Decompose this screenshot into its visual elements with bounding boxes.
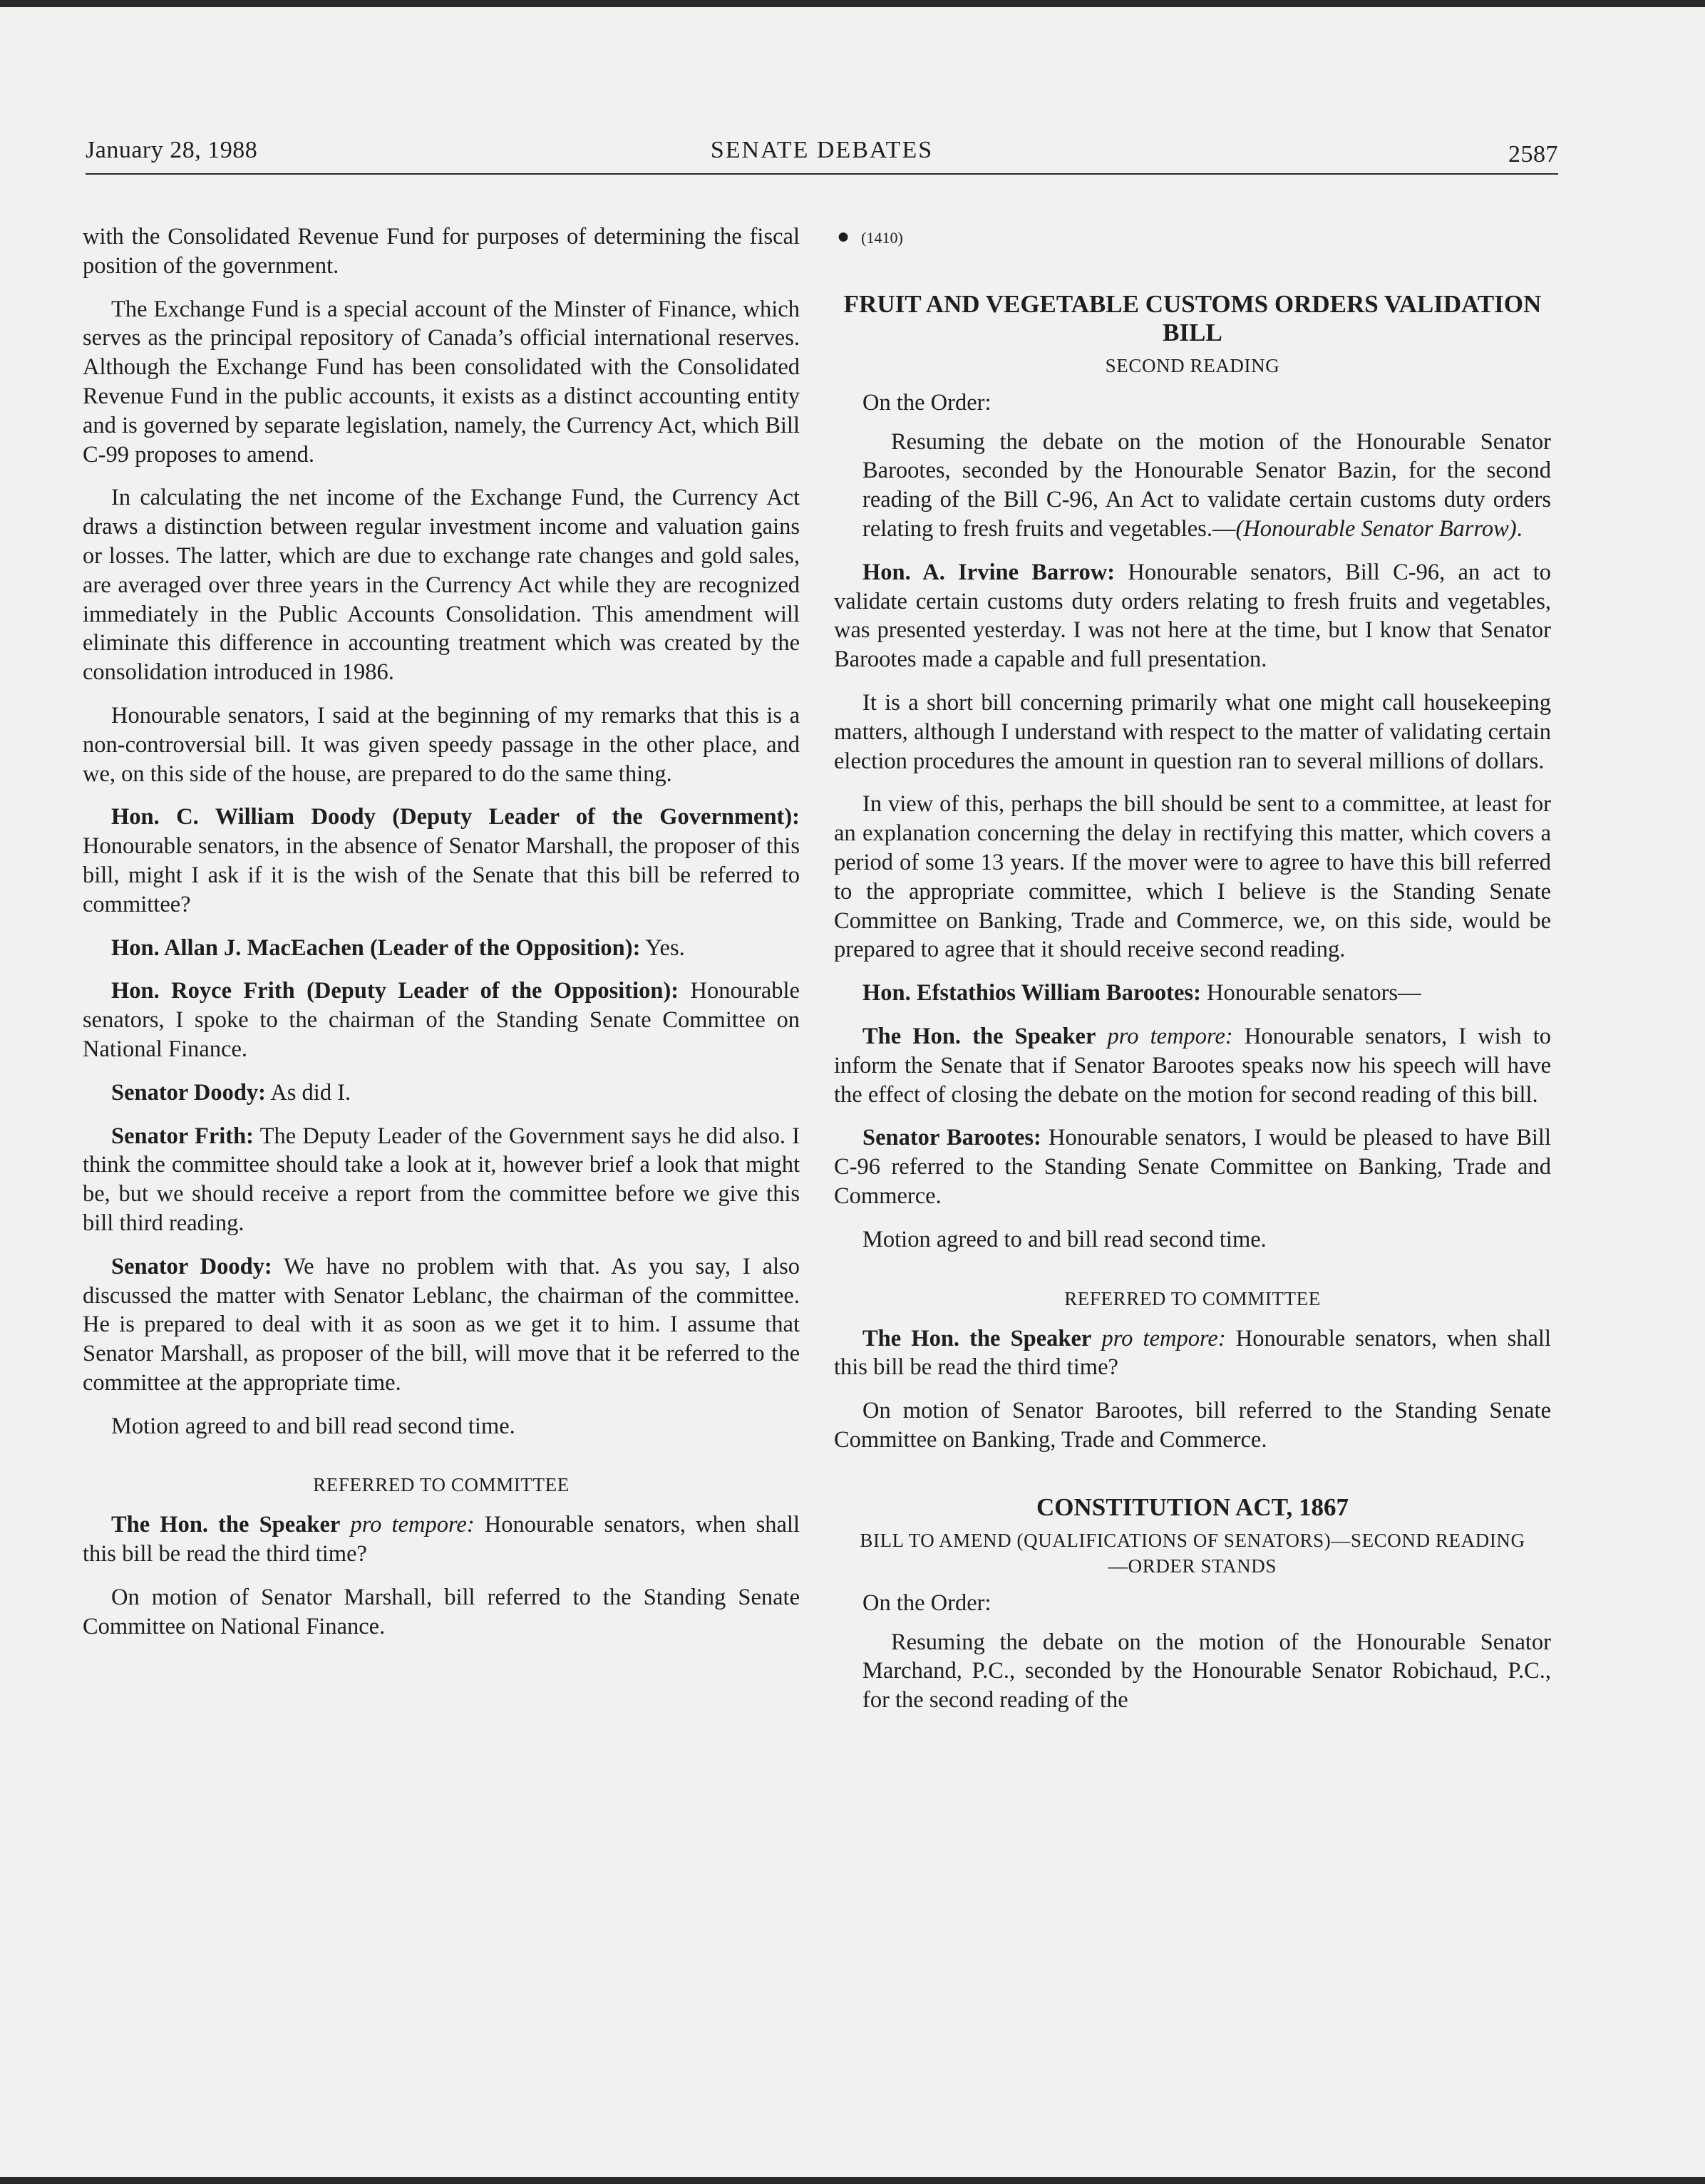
speech-text: Honourable senators, when shall this bill be read the third time? [83, 1512, 800, 1567]
speaker-name: Senator Barootes: [862, 1125, 1041, 1151]
speech-paragraph [83, 977, 800, 1063]
speech-paragraph [834, 1022, 1551, 1109]
speaker-name: Hon. A. Irvine Barrow: [862, 559, 1116, 585]
speaker-name: Senator Frith: [111, 1123, 254, 1149]
speech-paragraph [834, 558, 1551, 674]
speech-paragraph [834, 979, 1551, 1008]
quote-text: Resuming the debate on the motion of the Honourable Senator Barootes, seconded by the Honourable Senator Bazin, for the second reading of the Bill C-96, An Act to validate certain customs duty orders relating to fresh fruits and vegetables.— [862, 428, 1551, 542]
speaker-name: Senator Doody: [111, 1079, 266, 1106]
speaker-name: Hon. Allan J. MacEachen (Leader of the Opposition): [111, 934, 641, 961]
speech-text: Honourable senators, Bill C-96, an act to validate certain customs duty orders relating to fresh fruits and vegetables, was presented yesterday. I was not here at the time, but I know that Senator Barootes made a capable and full presentation. [834, 559, 1551, 673]
header-rule [86, 173, 1558, 175]
paragraph: Motion agreed to and bill read second time. [862, 1226, 1267, 1252]
speaker-name: The Hon. the Speaker [111, 1512, 341, 1538]
speech-text: The Deputy Leader of the Government says he did also. I think the committee should take a look at it, however brief a look that might be, but we should receive a report from the committee before we give this bill third reading. [83, 1123, 800, 1236]
speaker-role: pro tempore: [1096, 1023, 1233, 1049]
speech-text: As did I. [265, 1079, 351, 1106]
paragraph: On motion of Senator Barootes, bill referred to the Standing Senate Committee on Banking, Trade and Commerce. [834, 1398, 1551, 1453]
speech-text: We have no problem with that. As you say, I also discussed the matter with Senator Leblanc, the chairman of the committee. He is prepared to deal with it as soon as we get it to him. I assume that Senator Marshall, as proposer of the bill, will move that it be referred to the committee at the appropriate time. [83, 1253, 800, 1396]
paragraph: In view of this, perhaps the bill should be sent to a committee, at least for an explanation concerning the delay in rectifying this matter, which covers a period of some 13 years. If the mover were to agree to have this bill referred to the appropriate committee, which I believe is the Standing Senate Committee on Banking, Trade and Commerce, we, on this side, would be prepared to agree that it should receive second reading. [834, 791, 1551, 963]
speech-text: Honourable senators— [1200, 980, 1421, 1006]
speech-paragraph [83, 934, 800, 963]
speech-text: Honourable senators, I wish to inform the Senate that if Senator Barootes speaks now his speech will have the effect of closing the debate on the motion for second reading of this bill. [834, 1023, 1551, 1108]
speech-text: Yes. [640, 934, 685, 961]
subheading-bill: BILL TO AMEND (QUALIFICATIONS OF SENATORS)—SECOND READING—ORDER STANDS [860, 1529, 1525, 1577]
speaker-name: Hon. C. William Doody (Deputy Leader of the Government): [111, 804, 800, 830]
speaker-name: Senator Doody: [111, 1253, 272, 1279]
bullet-icon: ● [837, 225, 850, 248]
time-marker [837, 222, 1551, 253]
speech-paragraph [83, 1078, 800, 1108]
speech-paragraph [83, 1252, 800, 1398]
header-date: January 28, 1988 [86, 137, 258, 163]
speaker-name: Hon. Efstathios William Barootes: [862, 980, 1201, 1006]
scan-bottom-edge [0, 2177, 1705, 2184]
scan-top-edge [0, 0, 1705, 7]
left-column [83, 222, 800, 1656]
speaker-role: pro tempore: [340, 1512, 475, 1538]
quote-italic: (Honourable Senator Barrow) [1235, 515, 1517, 542]
speech-text: Honourable senators, in the absence of Senator Marshall, the proposer of this bill, might I ask if it is the wish of the Senate that this bill be referred to committee? [83, 833, 800, 917]
right-column [834, 222, 1551, 1729]
page-number: 2587 [1508, 141, 1558, 168]
speaker-name: The Hon. the Speaker [862, 1023, 1096, 1049]
speech-paragraph [83, 803, 800, 919]
quote-end: . [1516, 515, 1523, 542]
subheading-referred: REFERRED TO COMMITTEE [313, 1474, 570, 1496]
speech-paragraph [83, 1122, 800, 1238]
speech-text: Honourable senators, I spoke to the chairman of the Standing Senate Committee on National Finance. [83, 978, 800, 1062]
order-quote [862, 428, 1551, 544]
subheading-second-reading: SECOND READING [1105, 354, 1280, 376]
header-title: SENATE DEBATES [710, 137, 934, 163]
order-line: On the Order: [862, 389, 991, 416]
section-heading: CONSTITUTION ACT, 1867 [1036, 1493, 1349, 1521]
paragraph: On motion of Senator Marshall, bill referred to the Standing Senate Committee on National Finance. [83, 1585, 800, 1639]
paragraph: It is a short bill concerning primarily what one might call housekeeping matters, although I understand with respect to the matter of validating certain election procedures the amount in question ran to several millions of dollars. [834, 689, 1551, 774]
speech-paragraph [83, 1510, 800, 1569]
speech-paragraph [834, 1324, 1551, 1383]
speech-text: Honourable senators, I would be pleased to have Bill C-96 referred to the Standing Senate Committee on Banking, Trade and Commerce. [834, 1125, 1551, 1209]
speaker-role: pro tempore: [1091, 1325, 1226, 1351]
speaker-name: The Hon. the Speaker [862, 1325, 1092, 1351]
time-marker-text: (1410) [861, 229, 903, 247]
speech-paragraph [834, 1123, 1551, 1210]
paragraph: with the Consolidated Revenue Fund for purposes of determining the fiscal position of the government. [83, 224, 800, 279]
speech-text: Honourable senators, when shall this bill be read the third time? [834, 1325, 1551, 1381]
paragraph: In calculating the net income of the Exchange Fund, the Currency Act draws a distinction between regular investment income and valuation gains or losses. The latter, which are due to exchange rate changes and gold sales, are averaged over three years in the Currency Act while they are recognized immediately in the Public Accounts Consolidation. This amendment will eliminate this difference in accounting treatment which was created by the consolidation introduced in 1986. [83, 485, 800, 686]
paragraph: Motion agreed to and bill read second time. [111, 1413, 515, 1439]
section-heading: FRUIT AND VEGETABLE CUSTOMS ORDERS VALIDATION BILL [843, 289, 1542, 346]
order-line: On the Order: [862, 1590, 991, 1616]
order-quote: Resuming the debate on the motion of the Honourable Senator Marchand, P.C., seconded by the Honourable Senator Robichaud, P.C., for the second reading of the [862, 1629, 1551, 1714]
running-header [86, 137, 1558, 174]
paragraph: Honourable senators, I said at the beginning of my remarks that this is a non-controversial bill. It was given speedy passage in the other place, and we, on this side of the house, are prepared to do the same thing. [83, 702, 800, 787]
subheading-referred: REFERRED TO COMMITTEE [1064, 1287, 1321, 1309]
speaker-name: Hon. Royce Frith (Deputy Leader of the Opposition): [111, 978, 679, 1004]
paragraph: The Exchange Fund is a special account of the Minster of Finance, which serves as the principal repository of Canada’s official international reserves. Although the Exchange Fund has been consolidated with the Consolidated Revenue Fund in the public accounts, it exists as a distinct accounting entity and is governed by separate legislation, namely, the Currency Act, which Bill C-99 proposes to amend. [83, 296, 800, 468]
